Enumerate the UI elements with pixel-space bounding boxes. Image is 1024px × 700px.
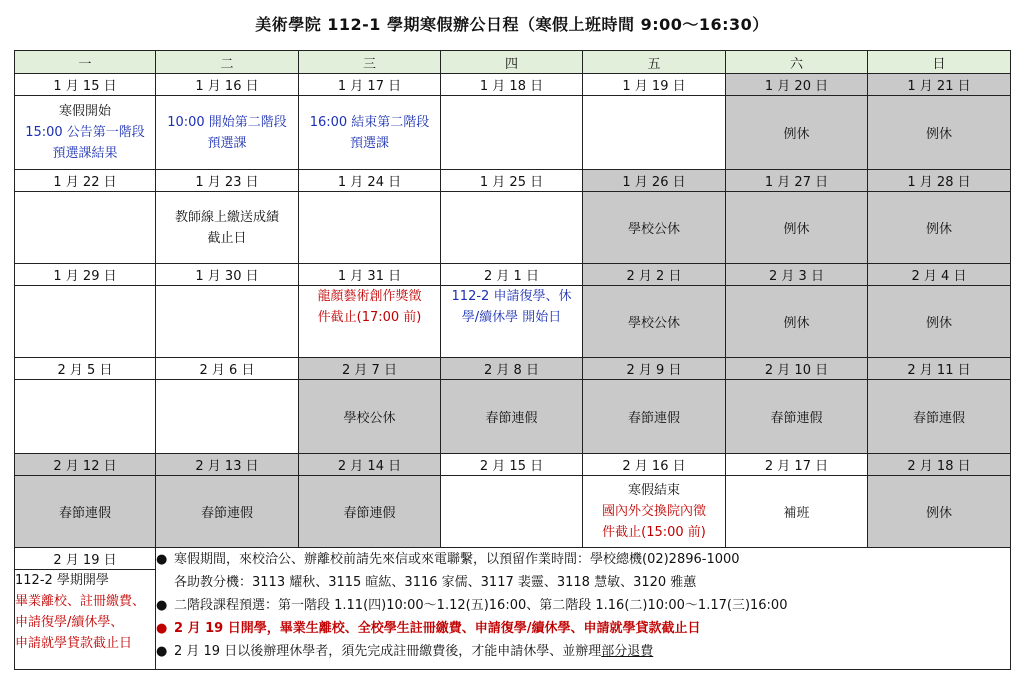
event-line: 申請復學/續休學、	[15, 615, 124, 630]
weekday-header: 一	[15, 51, 156, 74]
note-text: 2 月 19 日開學，畢業生離校、全校學生註冊繳費、申請復學/續休學、申請就學貸款截止日	[174, 621, 701, 636]
date-cell: 2 月 15 日	[441, 454, 583, 476]
holiday-cell: 例休	[868, 286, 1011, 358]
date-row	[15, 358, 1011, 380]
event-cell-empty	[441, 476, 583, 548]
event-line: 112-2 學期開學	[15, 573, 109, 588]
holiday-cell: 春節連假	[299, 476, 441, 548]
weekday-header: 五	[583, 51, 726, 74]
event-cell-empty	[299, 192, 441, 264]
event-line: 16:00 結束第二階段	[309, 114, 430, 130]
event-line: 預選課	[207, 135, 247, 151]
event-row	[15, 476, 1011, 548]
event-cell-empty	[15, 380, 156, 454]
date-cell: 1 月 23 日	[156, 170, 299, 192]
weekday-header: 六	[726, 51, 868, 74]
bullet-icon: ●	[156, 644, 168, 659]
holiday-cell: 例休	[726, 286, 868, 358]
holiday-cell: 學校公休	[583, 286, 726, 358]
date-cell: 2 月 4 日	[868, 264, 1011, 286]
date-cell: 1 月 15 日	[15, 74, 156, 96]
event-cell	[583, 476, 726, 548]
event-line: 件截止(17:00 前)	[317, 310, 422, 325]
bullet-icon: ●	[156, 621, 168, 636]
event-line: 畢業離校、註冊繳費、	[15, 594, 146, 609]
event-cell-empty	[156, 286, 299, 358]
makeup-workday-cell: 補班	[726, 476, 868, 548]
date-cell: 2 月 7 日	[299, 358, 441, 380]
date-cell: 2 月 13 日	[156, 454, 299, 476]
holiday-cell: 春節連假	[156, 476, 299, 548]
date-cell: 1 月 17 日	[299, 74, 441, 96]
page-title: 美術學院 112-1 學期寒假辦公日程（寒假上班時間 9:00～16:30）	[255, 15, 769, 34]
date-cell: 2 月 3 日	[726, 264, 868, 286]
event-line: 15:00 公告第一階段	[25, 125, 145, 140]
date-cell: 1 月 16 日	[156, 74, 299, 96]
holiday-cell: 春節連假	[441, 380, 583, 454]
event-cell-empty	[15, 286, 156, 358]
holiday-cell: 春節連假	[868, 380, 1011, 454]
date-cell: 1 月 31 日	[299, 264, 441, 286]
date-cell: 1 月 22 日	[15, 170, 156, 192]
date-cell: 2 月 19 日	[15, 548, 156, 570]
event-line: 件截止(15:00 前)	[602, 525, 706, 540]
event-cell	[299, 286, 441, 358]
event-line: 教師線上繳送成績	[174, 209, 279, 225]
event-cell	[299, 96, 441, 170]
date-cell: 1 月 26 日	[583, 170, 726, 192]
holiday-cell: 例休	[868, 96, 1011, 170]
note-item	[156, 594, 1010, 617]
date-row	[15, 454, 1011, 476]
date-row	[15, 170, 1011, 192]
note-item	[156, 548, 1010, 571]
calendar-table	[14, 50, 1011, 670]
note-text: 各助教分機：3113 耀秋、3115 暄紘、3116 家儒、3117 裴靈、3118 慧敏、3120 雅蕙	[174, 575, 697, 590]
weekday-header: 日	[868, 51, 1011, 74]
event-cell-empty	[441, 96, 583, 170]
holiday-cell: 例休	[726, 96, 868, 170]
date-cell: 1 月 28 日	[868, 170, 1011, 192]
weekday-header: 二	[156, 51, 299, 74]
event-line: 學/續休學 開始日	[461, 310, 562, 325]
partial-refund-text: 部分退費	[601, 644, 654, 659]
event-cell	[15, 96, 156, 170]
bullet-icon: ●	[156, 552, 168, 567]
date-cell: 2 月 1 日	[441, 264, 583, 286]
event-line: 國內外交換院內徵	[601, 504, 706, 519]
note-text: 二階段課程預選：第一階段 1.11(四)10:00～1.12(五)16:00、第二階段 1.16(二)10:00～1.17(三)16:00	[174, 598, 788, 613]
date-row	[15, 264, 1011, 286]
event-row	[15, 96, 1011, 170]
date-cell: 2 月 8 日	[441, 358, 583, 380]
holiday-cell: 學校公休	[299, 380, 441, 454]
holiday-cell: 春節連假	[583, 380, 726, 454]
event-row	[15, 192, 1011, 264]
date-row	[15, 74, 1011, 96]
event-line: 截止日	[207, 230, 247, 246]
event-line: 10:00 開始第二階段	[167, 114, 287, 130]
date-cell: 1 月 25 日	[441, 170, 583, 192]
weekday-header-row	[15, 51, 1011, 74]
event-cell	[156, 96, 299, 170]
holiday-cell: 學校公休	[583, 192, 726, 264]
date-cell: 1 月 20 日	[726, 74, 868, 96]
note-text: 寒假期間，來校洽公、辦離校前請先來信或來電聯繫，以預留作業時間：學校總機(02)2896-1000	[174, 552, 740, 567]
date-cell: 2 月 9 日	[583, 358, 726, 380]
event-line: 預選課結果	[52, 146, 118, 161]
date-cell: 1 月 30 日	[156, 264, 299, 286]
final-row	[15, 548, 1011, 570]
date-cell: 2 月 12 日	[15, 454, 156, 476]
holiday-cell: 春節連假	[726, 380, 868, 454]
event-line: 申請就學貸款截止日	[15, 636, 133, 651]
date-cell: 1 月 21 日	[868, 74, 1011, 96]
notes-block	[156, 548, 1011, 670]
note-text: 2 月 19 日以後辦理休學者，須先完成註冊繳費後，才能申請休學、並辦理	[174, 644, 602, 659]
date-cell: 1 月 27 日	[726, 170, 868, 192]
event-cell-empty	[583, 96, 726, 170]
event-line: 112-2 申請復學、休	[451, 289, 572, 304]
weekday-header: 三	[299, 51, 441, 74]
event-line: 預選課	[349, 135, 389, 151]
date-cell: 2 月 17 日	[726, 454, 868, 476]
note-item	[156, 571, 1010, 594]
note-item	[156, 640, 1010, 663]
event-cell-empty	[156, 380, 299, 454]
date-cell: 1 月 18 日	[441, 74, 583, 96]
date-cell: 2 月 11 日	[868, 358, 1011, 380]
holiday-cell: 例休	[868, 192, 1011, 264]
date-cell: 2 月 18 日	[868, 454, 1011, 476]
date-cell: 2 月 16 日	[583, 454, 726, 476]
holiday-cell: 春節連假	[15, 476, 156, 548]
event-cell	[156, 192, 299, 264]
event-cell-empty	[15, 192, 156, 264]
date-cell: 2 月 14 日	[299, 454, 441, 476]
event-cell	[441, 286, 583, 358]
note-item	[156, 617, 1010, 640]
date-cell: 2 月 5 日	[15, 358, 156, 380]
date-cell: 2 月 10 日	[726, 358, 868, 380]
date-cell: 1 月 29 日	[15, 264, 156, 286]
event-row	[15, 380, 1011, 454]
event-line: 龍顏藝術創作獎徵	[317, 289, 422, 304]
holiday-cell: 例休	[726, 192, 868, 264]
holiday-cell: 例休	[868, 476, 1011, 548]
semester-start-cell	[15, 570, 156, 670]
date-cell: 1 月 24 日	[299, 170, 441, 192]
date-cell: 1 月 19 日	[583, 74, 726, 96]
bullet-icon: ●	[156, 598, 168, 613]
weekday-header: 四	[441, 51, 583, 74]
event-line: 寒假結束	[627, 483, 680, 498]
event-line: 寒假開始	[58, 104, 111, 119]
date-cell: 2 月 2 日	[583, 264, 726, 286]
event-cell-empty	[441, 192, 583, 264]
event-row	[15, 286, 1011, 358]
date-cell: 2 月 6 日	[156, 358, 299, 380]
